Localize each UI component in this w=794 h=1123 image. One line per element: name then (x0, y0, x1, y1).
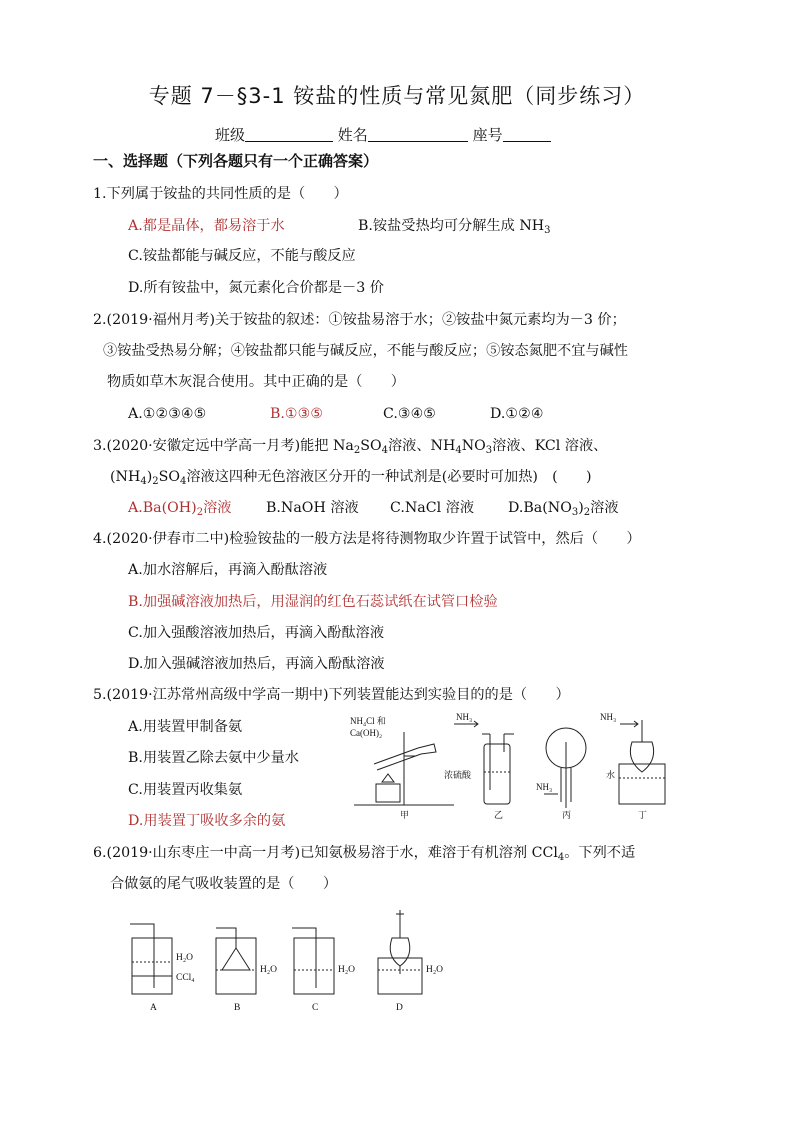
q3-text: SO (360, 438, 382, 454)
q3-a-text: A.Ba(OH) (128, 500, 197, 516)
gas-bottle (484, 744, 510, 804)
q4-option-c[interactable]: C.加入强酸溶液加热后，再滴入酚酞溶液 (128, 625, 385, 641)
q3-text: NO (461, 438, 486, 454)
q1-option-b-sub: 3 (544, 225, 551, 236)
page-title: 专题 7－§3-1 铵盐的性质与常见氮肥（同步练习） (148, 84, 646, 108)
q3-d-sub: 3 (571, 507, 579, 518)
q3-option-c[interactable]: C.NaCl 溶液 (390, 500, 475, 516)
fig-label-jia: 甲 (400, 810, 410, 820)
q2-option-a[interactable]: A.①②③④⑤ (128, 406, 207, 422)
q2-option-b[interactable]: B.①③⑤ (270, 406, 324, 422)
q6-apparatus-figure (120, 910, 460, 1014)
q3-text: ) (146, 469, 153, 485)
inlet-tube-a (130, 924, 154, 988)
q3-option-d[interactable] (508, 498, 619, 518)
q1-option-b-text: B.铵盐受热均可分解生成 NH (358, 218, 545, 234)
funnel-b (222, 948, 250, 970)
beaker-a (132, 938, 172, 994)
student-info-line (215, 124, 551, 145)
class-blank[interactable] (245, 127, 333, 142)
q5-option-a[interactable]: A.用装置甲制备氨 (128, 719, 243, 735)
q3-text: SO (158, 469, 180, 485)
q1-option-a[interactable]: A.都是晶体，都易溶于水 (128, 218, 285, 234)
q6-text: 6.(2019·山东枣庄一中高一月考)已知氨极易溶于水，难溶于有机溶剂 CCl (93, 845, 558, 861)
seat-label: 座号 (472, 126, 503, 144)
seat-blank[interactable] (503, 127, 551, 142)
q3-a-text: 溶液 (203, 500, 232, 516)
q1-option-d[interactable]: D.所有铵盐中，氮元素化合价都是－3 价 (128, 280, 384, 296)
funnel (630, 742, 653, 772)
q6-stem-line2: 合做氨的尾气吸收装置的是（ ） (110, 876, 338, 892)
fig-label-h2o: H₂O (176, 953, 194, 963)
name-blank[interactable] (368, 127, 468, 142)
bulb-funnel-d (390, 938, 410, 966)
fig-label-nh3: NH₃ (600, 712, 617, 722)
q3-d-text: 溶液 (590, 500, 619, 516)
fig-label-h2o: H₂O (426, 965, 444, 975)
q6-sub: 4 (557, 852, 565, 863)
q3-sub: 4 (140, 476, 147, 487)
q3-stem-line2 (110, 467, 592, 487)
beaker-c (294, 938, 334, 994)
fig-label-h2o: H₂O (260, 965, 278, 975)
q3-text: 溶液、NH (387, 438, 456, 454)
beaker-d (378, 958, 422, 994)
q3-d-text: D.Ba(NO (508, 500, 572, 516)
q6-stem-line1 (93, 843, 635, 863)
fig-label-d: D (396, 1003, 403, 1013)
fig-label-ccl4: CCl₄ (176, 973, 195, 983)
class-label: 班级 (215, 126, 246, 144)
fig-label-ding: 丁 (638, 810, 648, 820)
fig-label-water: 水 (606, 770, 616, 780)
q2-stem-line1: 2.(2019·福州月考)关于铵盐的叙述：①铵盐易溶于水；②铵盐中氮元素均为－3 价； (93, 312, 626, 328)
beaker (619, 764, 665, 804)
q2-stem-line3: 物质如草木灰混合使用。其中正确的是（ ） (107, 374, 405, 390)
q4-stem: 4.(2020·伊春市二中)检验铵盐的一般方法是将待测物取少许置于试管中，然后（ ） (93, 531, 641, 547)
q3-sub: 2 (353, 445, 361, 456)
q1-option-b[interactable] (358, 216, 550, 236)
fig-label-b: B (234, 1003, 241, 1013)
q3-a-sub: 2 (196, 507, 204, 518)
q1-option-c[interactable]: C.铵盐都能与碱反应，不能与酸反应 (128, 248, 356, 264)
q2-option-d[interactable]: D.①②④ (490, 406, 544, 422)
q3-sub: 4 (455, 445, 462, 456)
q2-stem-line2: ③铵盐受热易分解；④铵盐都只能与碱反应，不能与酸反应；⑤铵态氮肥不宜与碱性 (103, 343, 628, 359)
fig-label-caoh2: Ca(OH)₂ (350, 728, 383, 738)
q5-option-d[interactable]: D.用装置丁吸收多余的氨 (128, 813, 286, 829)
q6-text: 。下列不适 (564, 845, 636, 861)
alcohol-lamp-flame (382, 774, 394, 782)
q3-sub: 4 (381, 445, 388, 456)
fig-label-a: A (150, 1003, 157, 1013)
fig-label-nh4cl: NH₄Cl 和 (350, 716, 386, 726)
fig-label-h2o: H₂O (338, 965, 356, 975)
q3-text: 溶液这四种无色溶液区分开的一种试剂是(必要时可加热) ( ) (186, 469, 592, 485)
alcohol-lamp (376, 784, 400, 802)
name-label: 姓名 (337, 126, 368, 144)
q3-sub: 2 (152, 476, 159, 487)
fig-label-c: C (312, 1003, 319, 1013)
q4-option-d[interactable]: D.加入强碱溶液加热后，再滴入酚酞溶液 (128, 656, 385, 672)
q4-option-b[interactable]: B.加强碱溶液加热后，用湿润的红色石蕊试纸在试管口检验 (128, 594, 498, 610)
fig-label-bing: 丙 (562, 810, 572, 820)
q3-option-a[interactable] (128, 498, 231, 518)
fig-label-conc-acid: 浓硫酸 (444, 770, 472, 780)
tube-mouth (418, 744, 436, 754)
q5-apparatus-figure (344, 712, 674, 820)
q3-d-sub: 2 (583, 507, 591, 518)
fig-label-nh3: NH₃ (536, 782, 553, 792)
q3-option-b[interactable]: B.NaOH 溶液 (266, 500, 359, 516)
q3-text: (NH (110, 469, 141, 485)
q4-option-a[interactable]: A.加水溶解后，再滴入酚酞溶液 (128, 562, 328, 578)
q3-stem-line1 (93, 436, 607, 456)
q1-stem: 1.下列属于铵盐的共同性质的是（ ） (93, 186, 348, 202)
q3-sub: 3 (485, 445, 493, 456)
q3-sub: 4 (179, 476, 187, 487)
q5-option-c[interactable]: C.用装置丙收集氨 (128, 782, 243, 798)
q5-stem: 5.(2019·江苏常州高级中学高一期中)下列装置能达到实验目的的是（ ） (93, 687, 570, 703)
q3-text: 3.(2020·安徽定远中学高一月考)能把 Na (93, 438, 354, 454)
q5-option-b[interactable]: B.用装置乙除去氨中少量水 (128, 750, 299, 766)
fig-label-yi: 乙 (494, 810, 504, 820)
fig-label-nh3: NH₃ (456, 712, 473, 722)
section-heading: 一、选择题（下列各题只有一个正确答案） (93, 152, 379, 170)
inlet-tube-c (292, 928, 316, 988)
q3-text: 溶液、KCl 溶液、 (492, 438, 608, 454)
q2-option-c[interactable]: C.③④⑤ (383, 406, 437, 422)
q3-d-text: ) (578, 500, 584, 516)
